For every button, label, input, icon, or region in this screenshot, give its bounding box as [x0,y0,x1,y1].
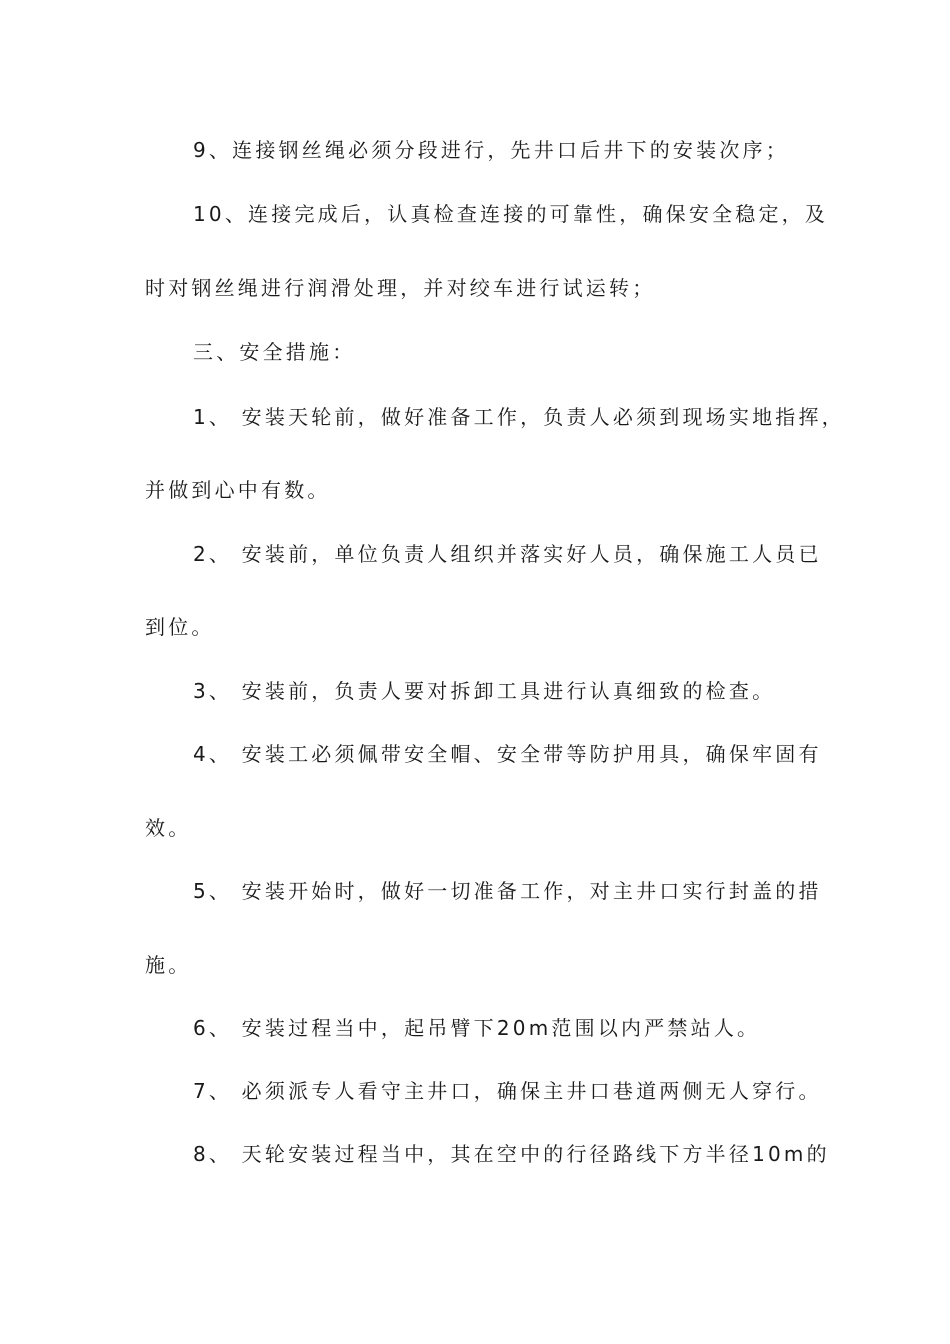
paragraph-line-measure-4: 4、 安装工必须佩带安全帽、安全带等防护用具，确保牢固有 [193,742,822,766]
paragraph-line-measure-2: 2、 安装前，单位负责人组织并落实好人员，确保施工人员已 [193,542,822,566]
paragraph-line-measure-8: 8、 天轮安装过程当中，其在空中的行径路线下方半径10m的 [193,1142,830,1166]
paragraph-line-measure-6: 6、 安装过程当中，起吊臂下20m范围以内严禁站人。 [193,1016,761,1040]
paragraph-line-measure-5: 5、 安装开始时，做好一切准备工作，对主井口实行封盖的措 [193,879,822,903]
paragraph-line-step-10: 10、连接完成后，认真检查连接的可靠性，确保安全稳定，及 [193,202,829,226]
paragraph-line-step-10-cont: 时对钢丝绳进行润滑处理，并对绞车进行试运转； [145,276,656,300]
paragraph-line-measure-1: 1、 安装天轮前，做好准备工作，负责人必须到现场实地指挥， [193,405,845,429]
section-heading-safety-measures: 三、安全措施： [193,340,356,364]
paragraph-line-measure-7: 7、 必须派专人看守主井口，确保主井口巷道两侧无人穿行。 [193,1079,822,1103]
paragraph-line-measure-1-cont: 并做到心中有数。 [145,478,331,502]
paragraph-line-measure-5-cont: 施。 [145,953,192,977]
paragraph-line-step-9: 9、连接钢丝绳必须分段进行，先井口后井下的安装次序； [193,138,789,162]
paragraph-line-measure-2-cont: 到位。 [145,615,215,639]
paragraph-line-measure-3: 3、 安装前，负责人要对拆卸工具进行认真细致的检查。 [193,679,776,703]
paragraph-line-measure-4-cont: 效。 [145,816,192,840]
